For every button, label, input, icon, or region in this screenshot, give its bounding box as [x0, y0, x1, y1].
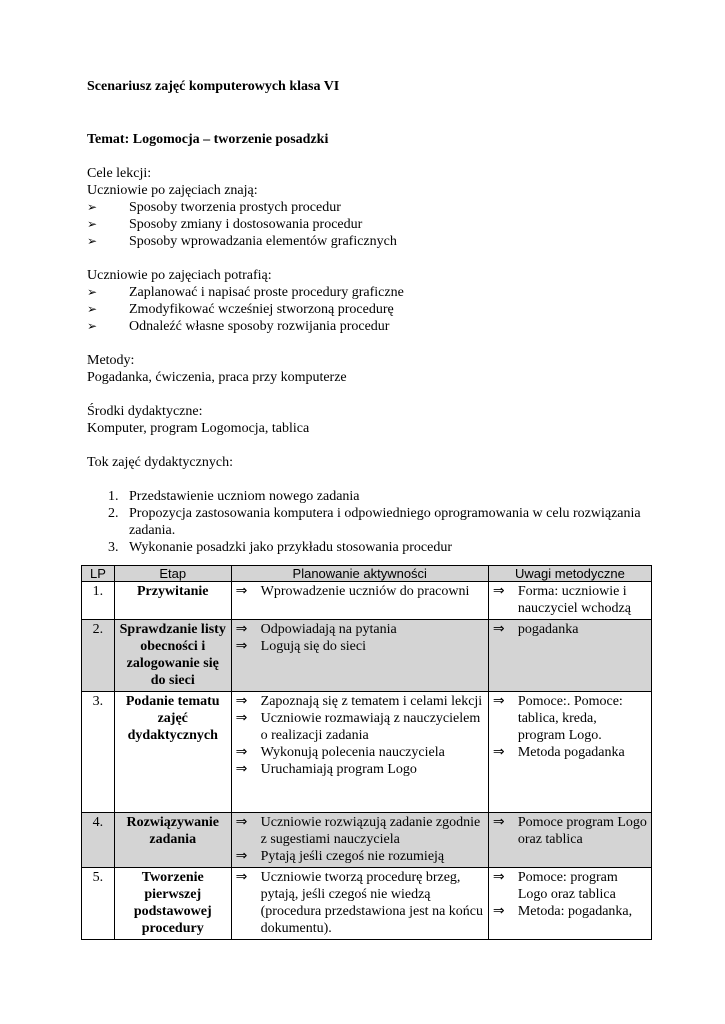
arrow-right-icon: ⇒: [492, 744, 505, 760]
document-title: Scenariusz zajęć komputerowych klasa VI: [87, 79, 340, 94]
arrow-right-icon: ⇒: [492, 869, 505, 885]
methods-label: Metody:: [87, 353, 135, 368]
list-item: 3. Wykonanie posadzki jako przykładu stosowania procedur: [108, 540, 453, 555]
list-item: 1. Przedstawienie uczniom nowego zadania: [108, 489, 360, 504]
arrowhead-bullet-icon: ➢: [87, 200, 98, 214]
plan-cell: ⇒ Odpowiadają na pytania ⇒ Logują się do sieci: [231, 620, 488, 692]
arrow-right-icon: ⇒: [235, 710, 248, 726]
arrowhead-bullet-icon: ➢: [87, 234, 98, 248]
column-header-plan: Planowanie aktywności: [231, 566, 488, 582]
arrow-right-icon: ⇒: [235, 638, 248, 654]
arrowhead-bullet-icon: ➢: [87, 319, 98, 333]
notes-cell: ⇒ Pomoce: program Logo oraz tablica ⇒ Metoda: pogadanka,: [488, 868, 651, 940]
arrow-right-icon: ⇒: [235, 744, 248, 760]
goals-can-intro: Uczniowie po zajęciach potrafią:: [87, 268, 272, 283]
table-header-row: [82, 566, 652, 582]
table-row: [82, 620, 652, 692]
table-row: [82, 582, 652, 620]
column-header-lp: LP: [82, 566, 115, 582]
list-item: ➢ Zaplanować i napisać proste procedury graficzne: [87, 285, 404, 300]
plan-cell: ⇒ Uczniowie tworzą procedurę brzeg, pytają, jeśli czegoś nie wiedzą (procedura przedstawiona jest na końcu dokumentu).: [231, 868, 488, 940]
document-page: [87, 78, 657, 556]
arrow-right-icon: ⇒: [492, 814, 505, 830]
course-label: Tok zajęć dydaktycznych:: [87, 455, 233, 470]
goals-know-list: [87, 199, 657, 250]
goals-label: Cele lekcji:: [87, 166, 152, 181]
stage-name: Tworzenie pierwszej podstawowej procedury: [114, 868, 231, 940]
notes-cell: ⇒ Pomoce program Logo oraz tablica: [488, 813, 651, 868]
arrow-right-icon: ⇒: [235, 869, 248, 885]
plan-cell: ⇒ Uczniowie rozwiązują zadanie zgodnie z sugestiami nauczyciela ⇒ Pytają jeśli czegoś nie rozumieją: [231, 813, 488, 868]
table-row: [82, 692, 652, 813]
lesson-subject: Temat: Logomocja – tworzenie posadzki: [87, 132, 329, 147]
column-header-uwagi: Uwagi metodyczne: [488, 566, 651, 582]
arrow-right-icon: ⇒: [235, 848, 248, 864]
lesson-plan-table: [81, 565, 652, 940]
stage-name: Przywitanie: [114, 582, 231, 620]
notes-cell: ⇒ Pomoce:. Pomoce: tablica, kreda, program Logo. ⇒ Metoda pogadanka: [488, 692, 651, 813]
arrowhead-bullet-icon: ➢: [87, 217, 98, 231]
arrow-right-icon: ⇒: [235, 814, 248, 830]
arrow-right-icon: ⇒: [235, 693, 248, 709]
list-item: ➢ Odnaleźć własne sposoby rozwijania procedur: [87, 319, 390, 334]
row-number: 2.: [82, 620, 115, 692]
methods-text: Pogadanka, ćwiczenia, praca przy komputerze: [87, 370, 347, 385]
arrow-right-icon: ⇒: [492, 903, 505, 919]
stage-name: Rozwiązywanie zadania: [114, 813, 231, 868]
arrow-right-icon: ⇒: [235, 621, 248, 637]
row-number: 1.: [82, 582, 115, 620]
table-row: [82, 813, 652, 868]
list-item: ➢ Zmodyfikować wcześniej stworzoną procedurę: [87, 302, 394, 317]
list-item: 2. Propozycja zastosowania komputera i odpowiedniego oprogramowania w celu rozwiązania zadania.: [108, 506, 641, 538]
notes-cell: ⇒ Forma: uczniowie i nauczyciel wchodzą: [488, 582, 651, 620]
goals-know-intro: Uczniowie po zajęciach znają:: [87, 183, 258, 198]
arrowhead-bullet-icon: ➢: [87, 285, 98, 299]
row-number: 5.: [82, 868, 115, 940]
plan-cell: ⇒ Zapoznają się z tematem i celami lekcji ⇒ Uczniowie rozmawiają z nauczycielem o realizacji zadania ⇒ Wykonują polecenia nauczyciela ⇒ Uruchamiają program Logo: [231, 692, 488, 813]
list-item: ➢ Sposoby zmiany i dostosowania procedur: [87, 217, 363, 232]
arrow-right-icon: ⇒: [235, 761, 248, 777]
arrowhead-bullet-icon: ➢: [87, 302, 98, 316]
list-item: ➢ Sposoby tworzenia prostych procedur: [87, 200, 341, 215]
column-header-etap: Etap: [114, 566, 231, 582]
stage-name: Podanie tematu zajęć dydaktycznych: [114, 692, 231, 813]
arrow-right-icon: ⇒: [492, 583, 505, 599]
plan-cell: ⇒ Wprowadzenie uczniów do pracowni: [231, 582, 488, 620]
arrow-right-icon: ⇒: [492, 621, 505, 637]
table-row: [82, 868, 652, 940]
list-item: ➢ Sposoby wprowadzania elementów graficznych: [87, 234, 397, 249]
arrow-right-icon: ⇒: [492, 693, 505, 709]
row-number: 4.: [82, 813, 115, 868]
row-number: 3.: [82, 692, 115, 813]
stage-name: Sprawdzanie listy obecności i zalogowanie się do sieci: [114, 620, 231, 692]
arrow-right-icon: ⇒: [235, 583, 248, 599]
notes-cell: ⇒ pogadanka: [488, 620, 651, 692]
goals-can-list: [87, 284, 657, 335]
resources-text: Komputer, program Logomocja, tablica: [87, 421, 310, 436]
resources-label: Środki dydaktyczne:: [87, 404, 203, 419]
course-steps-list: [87, 488, 657, 556]
